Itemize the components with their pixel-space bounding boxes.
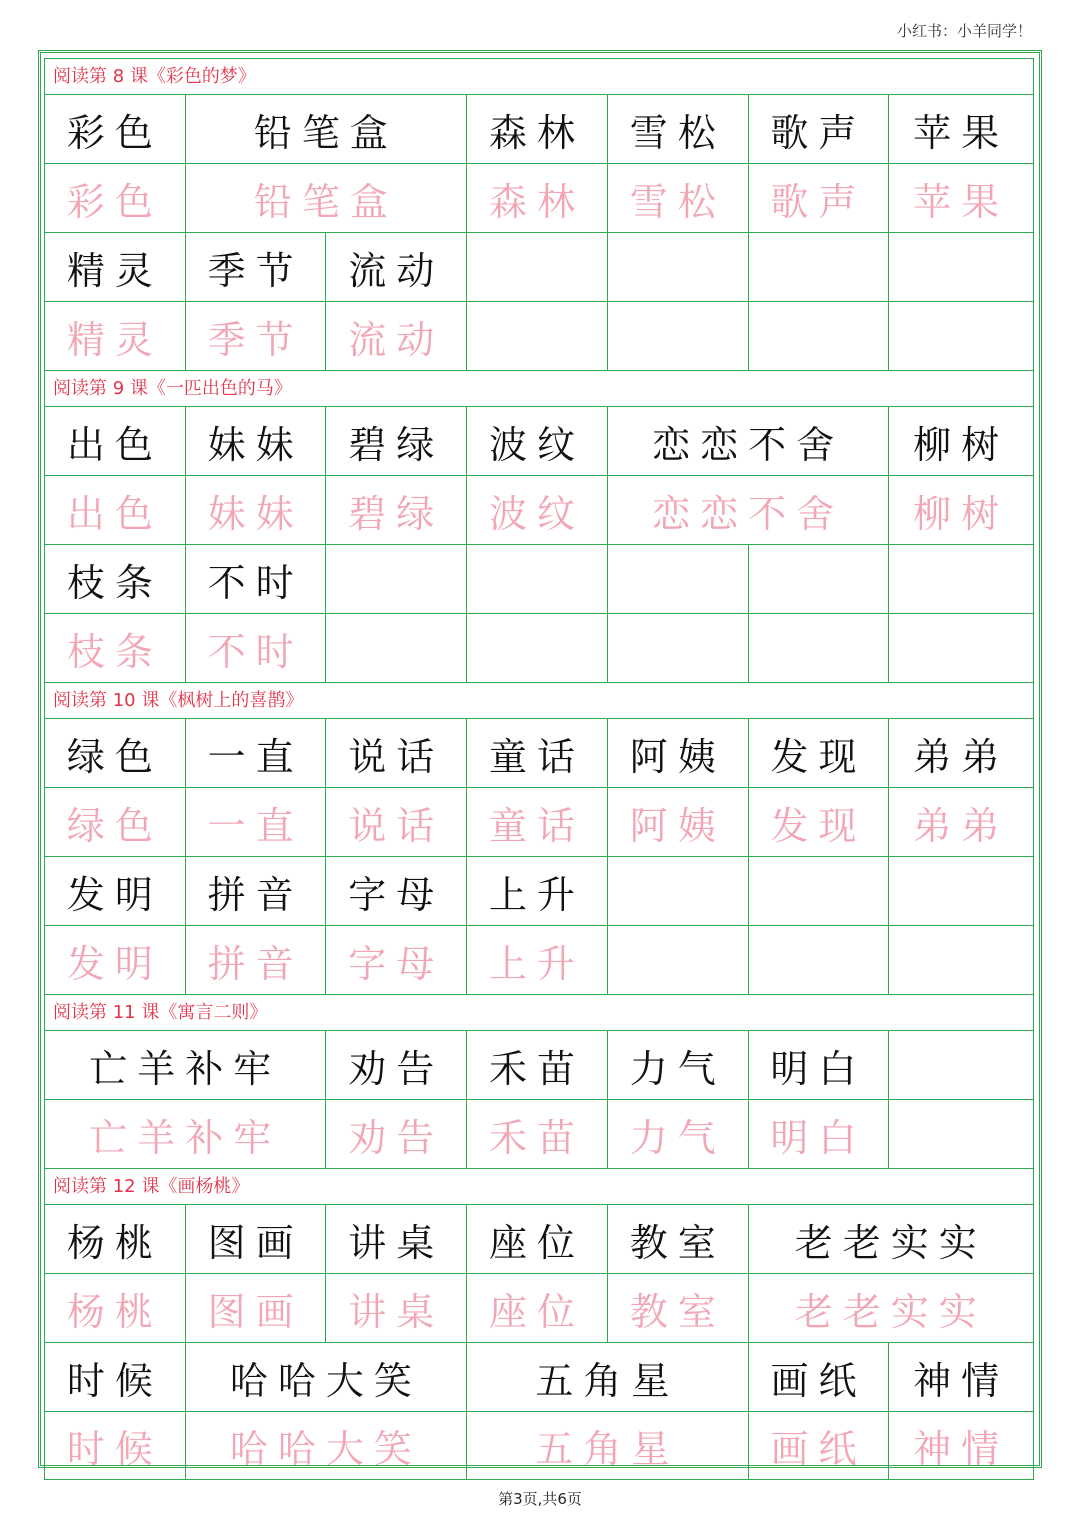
vocab-word bbox=[467, 545, 608, 613]
trace-word bbox=[889, 1100, 1033, 1168]
trace-word: 精灵 bbox=[45, 302, 186, 370]
trace-word: 力气 bbox=[608, 1100, 749, 1168]
lesson-title: 阅读第 12 课《画杨桃》 bbox=[44, 1168, 1034, 1204]
lesson-title: 阅读第 8 课《彩色的梦》 bbox=[44, 58, 1034, 94]
vocab-word: 雪松 bbox=[608, 95, 749, 163]
trace-word: 柳树 bbox=[913, 491, 1010, 536]
trace-word bbox=[749, 614, 890, 682]
word-row bbox=[44, 1030, 1034, 1099]
trace-word: 哈哈大笑 bbox=[186, 1412, 467, 1479]
trace-word: 发现 bbox=[749, 788, 890, 856]
trace-row bbox=[44, 1273, 1034, 1342]
vocab-word: 教室 bbox=[608, 1205, 749, 1273]
trace-word: 字母 bbox=[326, 926, 467, 994]
trace-word: 枝条 bbox=[45, 614, 186, 682]
vocab-word: 出色 bbox=[45, 407, 186, 475]
trace-word bbox=[467, 302, 608, 370]
lesson-title: 阅读第 11 课《寓言二则》 bbox=[44, 994, 1034, 1030]
trace-word: 明白 bbox=[749, 1100, 890, 1168]
trace-row bbox=[44, 925, 1034, 994]
trace-word: 恋恋不舍 bbox=[608, 476, 889, 544]
vocab-word bbox=[467, 233, 608, 301]
trace-word: 不时 bbox=[186, 614, 327, 682]
trace-word: 绿色 bbox=[45, 788, 186, 856]
vocab-word: 神情 bbox=[913, 1358, 1010, 1403]
vocab-word: 精灵 bbox=[45, 233, 186, 301]
trace-word bbox=[749, 926, 890, 994]
vocab-word: 发现 bbox=[749, 719, 890, 787]
vocab-word bbox=[326, 545, 467, 613]
trace-word: 童话 bbox=[467, 788, 608, 856]
trace-row bbox=[44, 1411, 1034, 1480]
trace-word: 说话 bbox=[326, 788, 467, 856]
trace-row bbox=[44, 475, 1034, 544]
vocab-word: 拼音 bbox=[186, 857, 327, 925]
vocab-word: 时候 bbox=[45, 1343, 186, 1411]
vocab-word bbox=[608, 233, 749, 301]
trace-word: 阿姨 bbox=[608, 788, 749, 856]
word-row bbox=[44, 94, 1034, 163]
vocab-word: 森林 bbox=[467, 95, 608, 163]
word-row bbox=[44, 232, 1034, 301]
trace-word: 画纸 bbox=[749, 1412, 890, 1479]
vocab-word: 劝告 bbox=[326, 1031, 467, 1099]
vocab-word: 歌声 bbox=[749, 95, 890, 163]
vocab-word: 不时 bbox=[186, 545, 327, 613]
practice-grid bbox=[44, 58, 1034, 1480]
trace-word: 一直 bbox=[186, 788, 327, 856]
vocab-word: 上升 bbox=[467, 857, 608, 925]
trace-word bbox=[889, 614, 1033, 682]
trace-word: 拼音 bbox=[186, 926, 327, 994]
trace-word: 妹妹 bbox=[186, 476, 327, 544]
trace-word: 森林 bbox=[467, 164, 608, 232]
vocab-word: 说话 bbox=[326, 719, 467, 787]
trace-word bbox=[749, 302, 890, 370]
word-row bbox=[44, 856, 1034, 925]
vocab-word: 流动 bbox=[326, 233, 467, 301]
trace-word: 老老实实 bbox=[794, 1289, 987, 1334]
trace-word: 歌声 bbox=[749, 164, 890, 232]
trace-word: 出色 bbox=[45, 476, 186, 544]
vocab-word: 波纹 bbox=[467, 407, 608, 475]
trace-word: 禾苗 bbox=[467, 1100, 608, 1168]
trace-word: 五角星 bbox=[467, 1412, 748, 1479]
vocab-word: 亡羊补牢 bbox=[45, 1031, 326, 1099]
vocab-word: 弟弟 bbox=[913, 734, 1010, 779]
trace-word: 时候 bbox=[45, 1412, 186, 1479]
vocab-word: 发明 bbox=[45, 857, 186, 925]
trace-word: 讲桌 bbox=[326, 1274, 467, 1342]
vocab-word: 妹妹 bbox=[186, 407, 327, 475]
vocab-word: 恋恋不舍 bbox=[608, 407, 889, 475]
trace-word: 流动 bbox=[326, 302, 467, 370]
trace-word bbox=[889, 926, 1033, 994]
vocab-word: 力气 bbox=[608, 1031, 749, 1099]
trace-word: 季节 bbox=[186, 302, 327, 370]
lesson-title: 阅读第 9 课《一匹出色的马》 bbox=[44, 370, 1034, 406]
trace-word: 亡羊补牢 bbox=[45, 1100, 326, 1168]
vocab-word: 杨桃 bbox=[45, 1205, 186, 1273]
vocab-word bbox=[749, 857, 890, 925]
trace-word: 上升 bbox=[467, 926, 608, 994]
vocab-word: 彩色 bbox=[45, 95, 186, 163]
vocab-word bbox=[889, 233, 1033, 301]
trace-word bbox=[326, 614, 467, 682]
vocab-word: 碧绿 bbox=[326, 407, 467, 475]
vocab-word: 座位 bbox=[467, 1205, 608, 1273]
trace-word: 发明 bbox=[45, 926, 186, 994]
trace-word bbox=[608, 926, 749, 994]
watermark-text: 小红书：小羊同学！ bbox=[896, 22, 1032, 40]
vocab-word bbox=[889, 1031, 1033, 1099]
vocab-word bbox=[749, 233, 890, 301]
page-number: 第3页,共6页 bbox=[498, 1490, 582, 1508]
vocab-word: 画纸 bbox=[749, 1343, 890, 1411]
trace-word: 雪松 bbox=[608, 164, 749, 232]
trace-word bbox=[608, 302, 749, 370]
vocab-word bbox=[749, 545, 890, 613]
trace-word bbox=[889, 302, 1033, 370]
trace-row bbox=[44, 613, 1034, 682]
trace-word: 杨桃 bbox=[45, 1274, 186, 1342]
vocab-word: 童话 bbox=[467, 719, 608, 787]
trace-word: 彩色 bbox=[45, 164, 186, 232]
lesson-title: 阅读第 10 课《枫树上的喜鹊》 bbox=[44, 682, 1034, 718]
vocab-word: 枝条 bbox=[45, 545, 186, 613]
vocab-word: 老老实实 bbox=[794, 1220, 987, 1265]
vocab-word: 苹果 bbox=[913, 110, 1010, 155]
vocab-word: 图画 bbox=[186, 1205, 327, 1273]
trace-word: 劝告 bbox=[326, 1100, 467, 1168]
trace-word: 座位 bbox=[467, 1274, 608, 1342]
trace-word: 弟弟 bbox=[913, 803, 1010, 848]
trace-row bbox=[44, 163, 1034, 232]
trace-word: 铅笔盒 bbox=[186, 164, 467, 232]
vocab-word: 字母 bbox=[326, 857, 467, 925]
word-row bbox=[44, 406, 1034, 475]
vocab-word: 明白 bbox=[749, 1031, 890, 1099]
vocab-word: 绿色 bbox=[45, 719, 186, 787]
trace-row bbox=[44, 787, 1034, 856]
word-row bbox=[44, 1204, 1034, 1273]
vocab-word bbox=[608, 857, 749, 925]
vocab-word: 季节 bbox=[186, 233, 327, 301]
trace-row bbox=[44, 301, 1034, 370]
word-row bbox=[44, 718, 1034, 787]
trace-word: 苹果 bbox=[913, 179, 1010, 224]
vocab-word bbox=[608, 545, 749, 613]
vocab-word: 哈哈大笑 bbox=[186, 1343, 467, 1411]
trace-word: 碧绿 bbox=[326, 476, 467, 544]
vocab-word bbox=[889, 857, 1033, 925]
vocab-word: 五角星 bbox=[467, 1343, 748, 1411]
trace-word bbox=[467, 614, 608, 682]
vocab-word: 铅笔盒 bbox=[186, 95, 467, 163]
vocab-word: 一直 bbox=[186, 719, 327, 787]
trace-word: 图画 bbox=[186, 1274, 327, 1342]
word-row bbox=[44, 544, 1034, 613]
trace-word: 神情 bbox=[913, 1427, 1010, 1471]
vocab-word: 阿姨 bbox=[608, 719, 749, 787]
vocab-word bbox=[889, 545, 1033, 613]
trace-word bbox=[608, 614, 749, 682]
trace-word: 教室 bbox=[608, 1274, 749, 1342]
vocab-word: 柳树 bbox=[913, 422, 1010, 467]
trace-word: 波纹 bbox=[467, 476, 608, 544]
trace-row bbox=[44, 1099, 1034, 1168]
word-row bbox=[44, 1342, 1034, 1411]
vocab-word: 禾苗 bbox=[467, 1031, 608, 1099]
vocab-word: 讲桌 bbox=[326, 1205, 467, 1273]
